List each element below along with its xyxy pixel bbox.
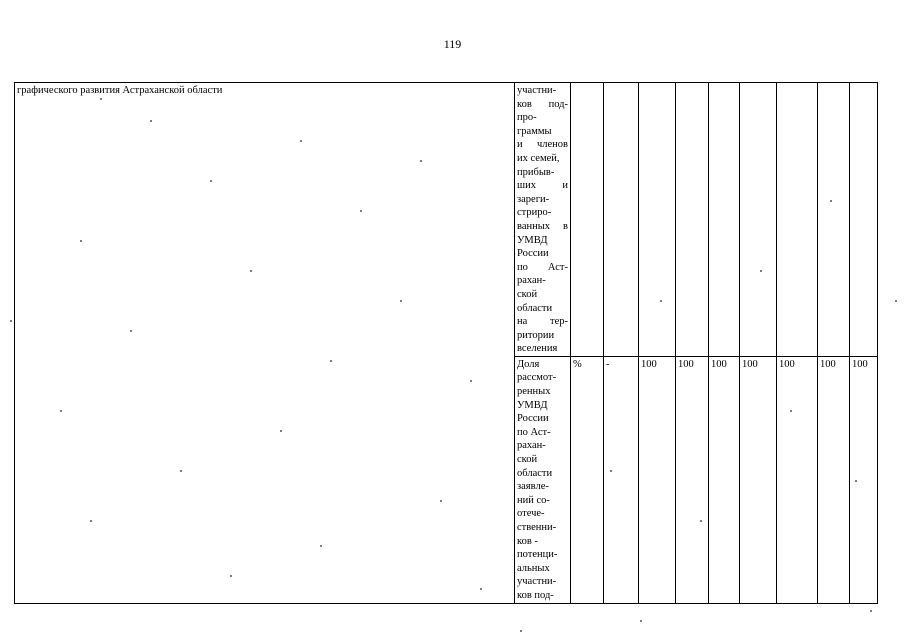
- value-cell: [777, 83, 818, 357]
- value-cell: [639, 83, 676, 357]
- program-name-cell: [15, 83, 515, 604]
- indicator-description-line: прибыв-: [517, 166, 555, 178]
- value-cell: [850, 83, 878, 357]
- indicator-description-line: потенци-: [517, 549, 558, 561]
- indicator-description-cell: [515, 83, 571, 357]
- scan-speck: [830, 200, 832, 202]
- scan-speck: [610, 470, 612, 472]
- value-cell: 100: [818, 356, 850, 603]
- unit-cell: %: [571, 356, 604, 603]
- scan-speck: [420, 160, 422, 162]
- indicator-description-line: альных: [517, 562, 550, 574]
- indicator-description-line: участни-: [517, 576, 557, 588]
- value-cell: [676, 83, 709, 357]
- indicator-description-line: отече-: [517, 508, 545, 520]
- indicator-description-line: по Аст-: [517, 261, 568, 273]
- scan-speck: [320, 545, 322, 547]
- scan-speck: [440, 500, 442, 502]
- indicator-description-line: ритории: [517, 329, 555, 341]
- scan-speck: [470, 380, 472, 382]
- indicator-description-line: ков под-: [517, 98, 568, 110]
- indicator-description-line: вселения: [517, 343, 558, 355]
- scan-speck: [790, 410, 792, 412]
- value-cell: 100: [639, 356, 676, 603]
- indicator-description-line: ков под-: [517, 589, 554, 601]
- scan-speck: [60, 410, 62, 412]
- indicator-description-line: ших и: [517, 180, 568, 192]
- value-cell: 100: [709, 356, 740, 603]
- scan-speck: [280, 430, 282, 432]
- base-value-cell: -: [604, 356, 639, 603]
- value-cell: [709, 83, 740, 357]
- scan-speck: [895, 300, 897, 302]
- unit-cell: [571, 83, 604, 357]
- scan-speck: [10, 320, 12, 322]
- indicator-description-line: и членов: [517, 139, 568, 151]
- indicator-description-line: УМВД: [517, 399, 548, 411]
- indicator-description-line: России: [517, 248, 549, 260]
- value-cell: 100: [850, 356, 878, 603]
- scan-speck: [700, 520, 702, 522]
- indicator-description-line: области: [517, 467, 553, 479]
- indicator-description-line: УМВД: [517, 234, 548, 246]
- indicator-description-line: ренных: [517, 386, 551, 398]
- indicator-description-line: ков -: [517, 535, 538, 547]
- indicator-description-line: рахан-: [517, 275, 546, 287]
- value-cell: 100: [777, 356, 818, 603]
- scan-speck: [230, 575, 232, 577]
- scan-speck: [150, 120, 152, 122]
- scan-speck: [660, 300, 662, 302]
- indicator-description-cell: [515, 356, 571, 603]
- value-cell: [740, 83, 777, 357]
- indicator-table: [14, 82, 878, 604]
- scan-speck: [480, 588, 482, 590]
- table-row: [15, 83, 878, 357]
- scan-speck: [520, 630, 522, 632]
- indicator-description: [517, 84, 568, 356]
- indicator-description-line: по Аст-: [517, 426, 551, 438]
- base-value-cell: [604, 83, 639, 357]
- indicator-description-line: участни-: [517, 85, 557, 96]
- indicator-description-line: ний со-: [517, 494, 550, 506]
- scan-speck: [330, 360, 332, 362]
- scan-speck: [90, 520, 92, 522]
- indicator-description-line: их семей,: [517, 152, 560, 164]
- indicator-description-line: заявле-: [517, 481, 549, 493]
- indicator-description-line: ской: [517, 454, 538, 466]
- indicator-description-line: про-: [517, 112, 537, 124]
- scan-speck: [210, 180, 212, 182]
- value-cell: 100: [676, 356, 709, 603]
- indicator-description-line: Доля: [517, 358, 540, 370]
- program-name-text: графического развития Астраханской области: [17, 85, 223, 96]
- scan-speck: [360, 210, 362, 212]
- page-number: 119: [443, 37, 462, 51]
- indicator-description-line: рассмот-: [517, 372, 557, 384]
- indicator-description-line: ванных в: [517, 220, 568, 232]
- indicator-description-line: ственни-: [517, 522, 557, 533]
- indicator-description-line: рахан-: [517, 440, 546, 452]
- indicator-description-line: области: [517, 302, 553, 314]
- scan-speck: [855, 480, 857, 482]
- value-cell: [818, 83, 850, 357]
- indicator-description-line: России: [517, 413, 549, 425]
- indicator-description-line: на тер-: [517, 316, 568, 328]
- indicator-description-line: стриро-: [517, 207, 552, 219]
- scan-speck: [870, 610, 872, 612]
- scan-speck: [180, 470, 182, 472]
- scan-speck: [80, 240, 82, 242]
- scan-speck: [130, 330, 132, 332]
- scan-speck: [250, 270, 252, 272]
- scan-speck: [300, 140, 302, 142]
- indicator-description-line: ской: [517, 288, 538, 300]
- indicator-description-line: зареги-: [517, 193, 550, 205]
- scan-speck: [760, 270, 762, 272]
- scan-speck: [100, 98, 102, 100]
- indicator-description-line: граммы: [517, 125, 552, 137]
- value-cell: 100: [740, 356, 777, 603]
- scan-speck: [400, 300, 402, 302]
- scan-speck: [640, 620, 642, 622]
- indicator-description: [517, 358, 568, 603]
